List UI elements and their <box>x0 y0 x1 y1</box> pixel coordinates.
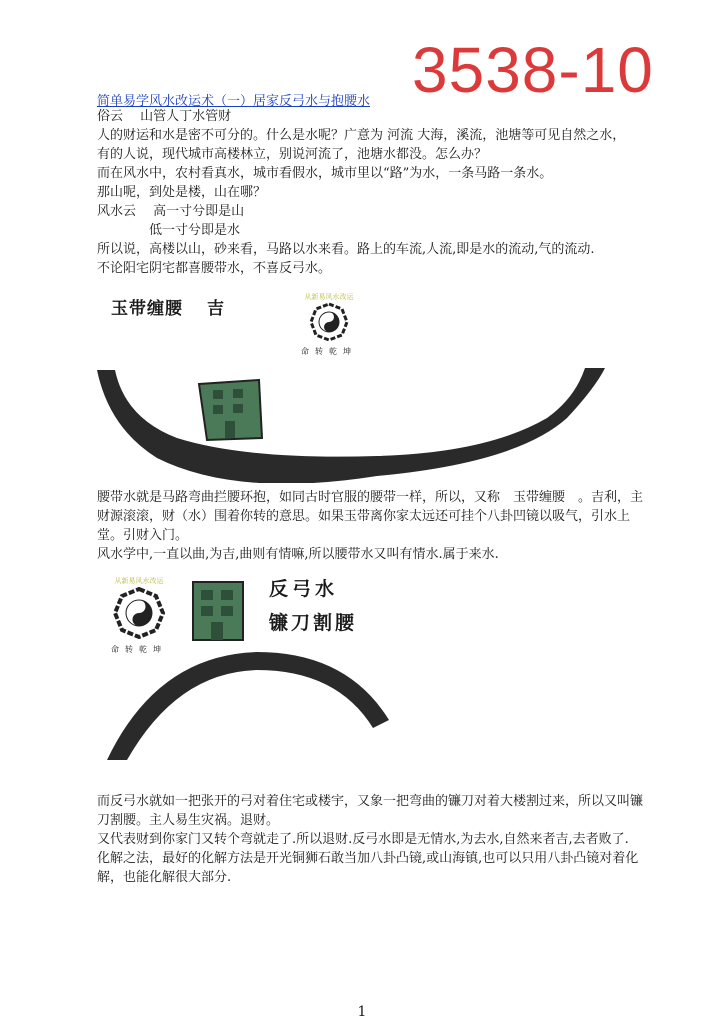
figure-label-jade-belt: 玉带缠腰 <box>111 299 183 319</box>
seal-text-bottom: 命转乾坤 <box>111 645 167 654</box>
seal-text-top: 从新易风水改运 <box>304 293 354 301</box>
bagua-seal <box>101 576 177 656</box>
bagua-icon <box>101 586 177 640</box>
intro-line: 人的财运和水是密不可分的。什么是水呢？广意为 河流 大海，溪流，池塘等可见自然之水， <box>97 128 626 143</box>
paragraph-sentient-water: 风水学中,一直以曲,为吉,曲则有情嘛,所以腰带水又叫有情水.属于来水. <box>97 547 499 562</box>
figure-label-lucky: 吉 <box>207 299 224 319</box>
figure-label-reverse-bow: 反弓水 <box>269 578 339 600</box>
figure-label-sickle-waist: 镰刀割腰 <box>269 612 358 634</box>
page-stamp-number: 3538-10 <box>412 34 654 106</box>
intro-line: 所以说，高楼以山，砂来看，马路以水来看。路上的车流,人流,即是水的流动,气的流动. <box>97 242 595 257</box>
paragraph-jade-belt: 腰带水就是马路弯曲拦腰环抱，如同古时官服的腰带一样，所以，又称 玉带缠腰 。吉利，主财源滚滚，财（水）围着你转的意思。如果玉带离你家太远还可挂个八卦凹镜以吸气，引水上堂。引财入门。 <box>97 490 644 543</box>
paragraph-remedy: 化解之法，最好的化解方法是开光铜狮石敢当加八卦凸镜,或山海镇,也可以只用八卦凸镜对着化解，也能化解很大部分. <box>97 851 639 885</box>
paragraph-wealth-leaves: 又代表财到你家门又转个弯就走了.所以退财.反弓水即是无情水,为去水,自然来者吉,去者败了. <box>97 832 629 847</box>
seal-text-bottom: 命转乾坤 <box>301 347 357 356</box>
article-title-link[interactable]: 简单易学风水改运术（一）居家反弓水与抱腰水 <box>97 94 371 109</box>
building-icon <box>193 582 243 640</box>
intro-line: 那山呢，到处是楼，山在哪？ <box>97 185 267 200</box>
paragraph-reverse-bow: 而反弓水就如一把张开的弓对着住宅或楼宇，又象一把弯曲的镰刀对着大楼割过来，所以又叫镰刀割腰。主人易生灾祸。退财。 <box>97 794 644 828</box>
intro-line: 低一寸兮即是水 <box>97 223 241 238</box>
page-number: 1 <box>357 1004 367 1020</box>
belt-road-illustration <box>97 288 655 483</box>
figure-reverse-bow <box>97 570 397 765</box>
seal-text-top: 从新易风水改运 <box>114 577 164 585</box>
figure-jade-belt <box>97 288 655 483</box>
intro-line: 风水云 高一寸兮即是山 <box>97 204 245 219</box>
intro-line: 俗云 山管人丁水管财 <box>97 109 232 124</box>
intro-line: 有的人说，现代城市高楼林立，别说河流了，池塘水都没。怎么办？ <box>97 147 488 162</box>
intro-line: 不论阳宅阴宅都喜腰带水，不喜反弓水。 <box>97 261 332 276</box>
intro-line: 而在风水中，农村看真水，城市看假水，城市里以“路”为水，一条马路一条水。 <box>97 166 553 181</box>
building-icon <box>199 380 262 440</box>
